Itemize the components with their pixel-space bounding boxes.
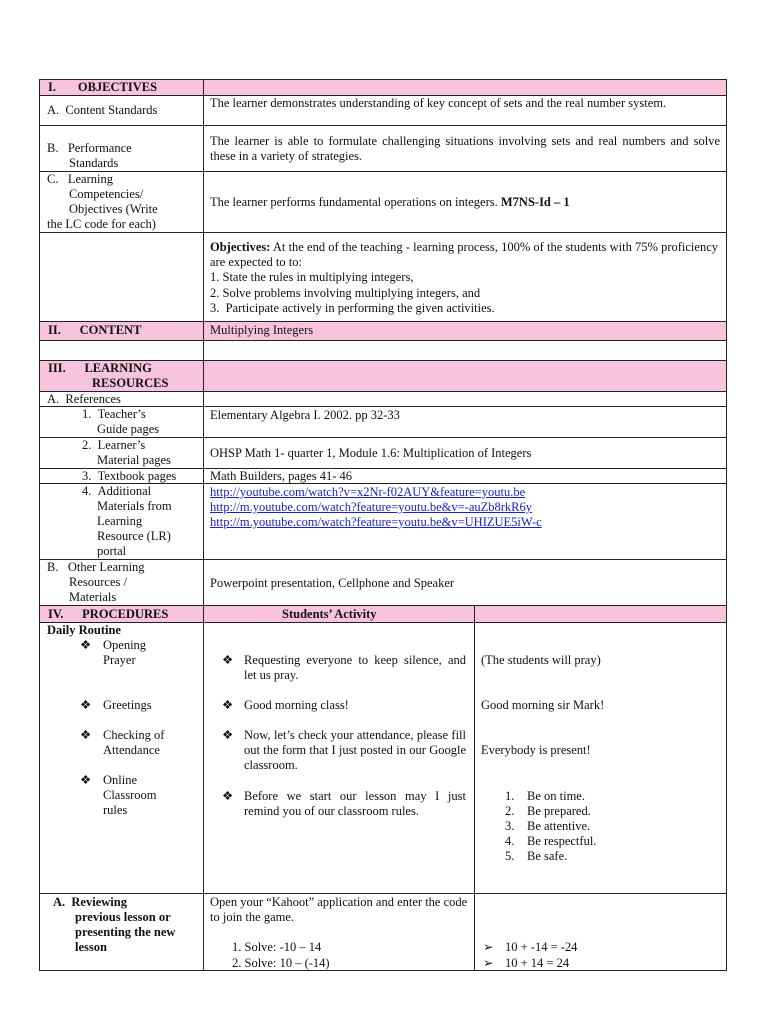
other-resources-label-3: Materials: [69, 590, 117, 604]
objectives-intro: [210, 240, 718, 270]
review-label-1: A. Reviewing: [53, 895, 127, 909]
attendance-student-text: Everybody is present!: [481, 743, 591, 757]
objective-item-1: 1. State the rules in multiplying integers,: [210, 270, 414, 284]
additional-materials-label-2: Materials from: [97, 499, 172, 513]
competencies-label-3: Objectives (Write: [69, 202, 158, 216]
rules-label-1: Online: [103, 773, 138, 787]
additional-materials-label-4: Resource (LR): [97, 529, 171, 543]
daily-routine-label: Daily Routine: [47, 623, 121, 637]
diamond-bullet-icon: ❖: [80, 773, 92, 787]
rule-item: Be on time.: [527, 789, 585, 803]
competencies-label-4: the LC code for each): [47, 217, 156, 231]
attendance-label-2: Attendance: [103, 743, 160, 757]
rule-number: 3.: [505, 819, 515, 833]
greetings-student-text: Good morning sir Mark!: [481, 698, 605, 712]
competency-code: M7NS-Id – 1: [500, 195, 570, 209]
other-resources-label-1: B. Other Learning: [47, 560, 145, 574]
prayer-label-1: Opening: [103, 638, 147, 652]
teachers-guide-label-2: Guide pages: [97, 422, 160, 436]
teachers-guide-text: Elementary Algebra I. 2002. pp 32-33: [210, 408, 400, 422]
answer-item-1: 10 + -14 = -24: [505, 940, 578, 954]
references-label: A. References: [47, 392, 121, 406]
objectives-intro-text: At the end of the teaching - learning process, 100% of the students with 75% proficiency are expected to to:: [210, 240, 719, 269]
content-header-fill: [40, 321, 726, 340]
attendance-teacher-text: Now, let’s check your attendance, please fill out the form that I just posted in our Google classroom.: [244, 728, 466, 772]
resources-header-2: RESOURCES: [92, 376, 169, 390]
attendance-label-1: Checking of: [103, 728, 165, 742]
diamond-bullet-icon: ❖: [222, 728, 234, 742]
greetings-label: Greetings: [103, 698, 152, 712]
prayer-label-2: Prayer: [103, 653, 136, 667]
additional-materials-label-3: Learning: [97, 514, 143, 528]
diamond-bullet-icon: ❖: [80, 698, 92, 712]
diamond-bullet-icon: ❖: [222, 789, 234, 803]
rule-number: 5.: [505, 849, 515, 863]
arrow-bullet-icon: ➢: [483, 956, 494, 970]
performance-text: The learner is able to formulate challenging situations involving sets and real numbers and solve these in a variety of strategies.: [210, 134, 720, 163]
procedures-header: IV. PROCEDURES: [48, 607, 169, 621]
rules-teacher-text: Before we start our lesson may I just remind you of our classroom rules.: [244, 789, 466, 818]
competencies-statement: The learner performs fundamental operations on integers.: [210, 195, 498, 209]
teachers-guide-label-1: 1. Teacher’s: [82, 407, 146, 421]
diamond-bullet-icon: ❖: [80, 728, 92, 742]
arrow-bullet-icon: ➢: [483, 940, 494, 954]
prayer-student-text: (The students will pray): [481, 653, 601, 667]
solve-item-1: 1. Solve: -10 – 14: [232, 940, 322, 954]
competencies-text: [210, 195, 570, 210]
textbook-text: Math Builders, pages 41- 46: [210, 469, 352, 483]
solve-item-2: 2. Solve: 10 – (-14): [232, 956, 330, 970]
review-label-2: previous lesson or: [75, 910, 171, 924]
content-standards-label: A. Content Standards: [47, 103, 158, 117]
rule-number: 2.: [505, 804, 515, 818]
youtube-link-3[interactable]: http://m.youtube.com/watch?feature=youtu.be&v=UHIZUE5iW-c: [210, 515, 542, 529]
learners-material-text: OHSP Math 1- quarter 1, Module 1.6: Multiplication of Integers: [210, 446, 532, 460]
other-resources-text: Powerpoint presentation, Cellphone and Speaker: [210, 576, 455, 590]
additional-materials-label-1: 4. Additional: [82, 484, 152, 498]
competencies-label-2: Competencies/: [69, 187, 144, 201]
answer-item-2: 10 + 14 = 24: [505, 956, 570, 970]
additional-materials-label-5: portal: [97, 544, 127, 558]
objectives-title: Objectives:: [210, 240, 271, 254]
content-header: II. CONTENT: [48, 323, 142, 337]
content-standards-text: The learner demonstrates understanding of key concept of sets and the real number system.: [210, 96, 667, 110]
review-label-4: lesson: [75, 940, 107, 954]
performance-label-2: Standards: [69, 156, 119, 170]
rules-label-3: rules: [103, 803, 128, 817]
rule-item: Be safe.: [527, 849, 568, 863]
competencies-label-1: C. Learning: [47, 172, 113, 186]
youtube-link-2[interactable]: http://m.youtube.com/watch?feature=youtu.be&v=-auZb8rkR6y: [210, 500, 533, 514]
review-label-3: presenting the new: [75, 925, 176, 939]
rule-item: Be respectful.: [527, 834, 597, 848]
performance-label-1: B. Performance: [47, 141, 132, 155]
objective-item-2: 2. Solve problems involving multiplying integers, and: [210, 286, 481, 300]
learners-material-label-1: 2. Learner’s: [82, 438, 146, 452]
greetings-teacher-text: Good morning class!: [244, 698, 349, 712]
diamond-bullet-icon: ❖: [222, 698, 234, 712]
youtube-link-1[interactable]: http://youtube.com/watch?v=x2Nr-f02AUY&feature=youtu.be: [210, 485, 526, 499]
rule-item: Be prepared.: [527, 804, 591, 818]
students-activity-header: Students’ Activity: [282, 607, 377, 621]
rules-label-2: Classroom: [103, 788, 157, 802]
prayer-teacher-text: Requesting everyone to keep silence, and let us pray.: [244, 653, 466, 682]
learners-material-label-2: Material pages: [97, 453, 171, 467]
resources-header-1: III. LEARNING: [48, 361, 152, 375]
other-resources-label-2: Resources /: [69, 575, 127, 589]
content-text: Multiplying Integers: [210, 323, 314, 337]
objectives-header: I. OBJECTIVES: [48, 80, 158, 94]
rule-item: Be attentive.: [527, 819, 591, 833]
diamond-bullet-icon: ❖: [80, 638, 92, 652]
diamond-bullet-icon: ❖: [222, 653, 234, 667]
rule-number: 4.: [505, 834, 515, 848]
objective-item-3: 3. Participate actively in performing the given activities.: [210, 301, 495, 315]
rule-number: 1.: [505, 789, 515, 803]
textbook-label: 3. Textbook pages: [82, 469, 177, 483]
review-text: Open your “Kahoot” application and enter the code to join the game.: [210, 895, 468, 924]
